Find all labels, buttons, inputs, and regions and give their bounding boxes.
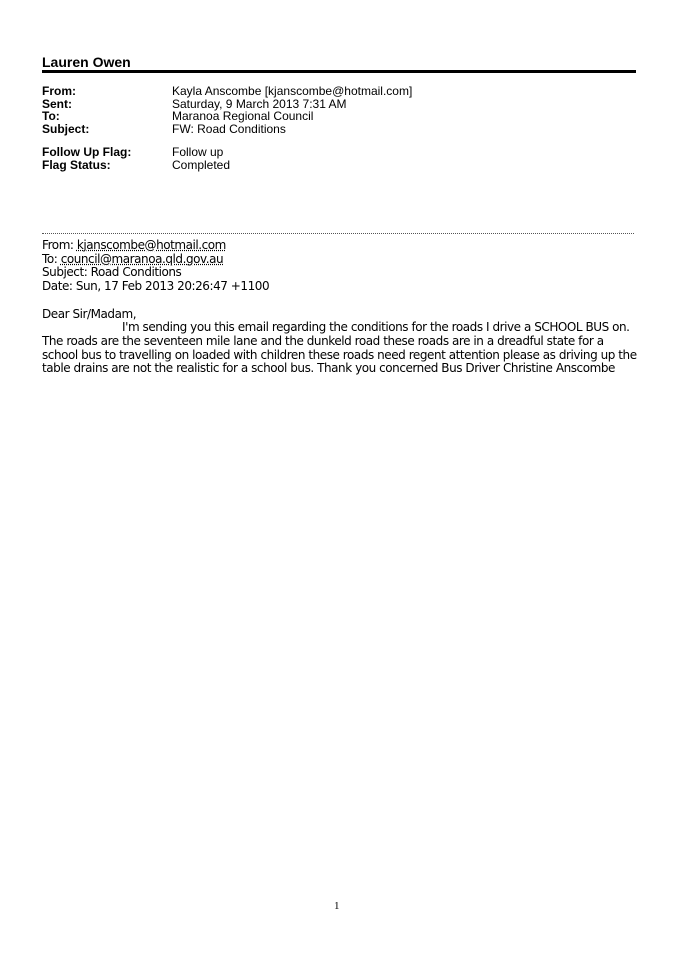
status-label: Flag Status: (42, 157, 111, 172)
to-row (42, 110, 412, 123)
to-value: Maranoa Regional Council (172, 109, 314, 123)
from-row (42, 85, 412, 98)
orig-date: Date: Sun, 17 Feb 2013 20:26:47 +1100 (42, 279, 270, 294)
orig-to (42, 253, 637, 267)
orig-subject: Subject: Road Conditions (42, 265, 182, 280)
message-body-text: I'm sending you this email regarding the conditions for the roads I drive a SCHOOL BUS on. The roads are the seventeen mile lane and the dunkeld road these roads are in a dreadful state for a school bus to travelling on loaded with children these roads need regent attention please as driving up the table drains are not the realistic for a school bus. Thank you concerned Bus Driver Christine Anscombe (42, 320, 637, 376)
sent-label: Sent: (42, 96, 72, 111)
status-value: Completed (172, 157, 231, 172)
from-value: Kayla Anscombe [kjanscombe@hotmail.com] (172, 84, 413, 98)
subject-value: FW: Road Conditions (172, 121, 286, 136)
subject-label: Subject: (42, 121, 90, 136)
header-rule (42, 70, 636, 73)
subject-row (42, 123, 412, 136)
mailbox-owner-name: Lauren Owen (42, 54, 131, 70)
to-label: To: (42, 109, 60, 123)
flag-info (42, 146, 230, 171)
orig-to-email[interactable]: council@maranoa.qld.gov.au (60, 251, 224, 266)
page-number: 1 (334, 900, 340, 912)
separator (42, 233, 634, 234)
flag-row (42, 146, 230, 159)
message-body (42, 321, 637, 376)
greeting: Dear Sir/Madam, (42, 306, 137, 321)
email-header (42, 85, 412, 135)
orig-from (42, 239, 637, 253)
sent-value: Saturday, 9 March 2013 7:31 AM (172, 96, 347, 111)
status-row (42, 159, 230, 172)
flag-value: Follow up (172, 145, 224, 159)
flag-label: Follow Up Flag: (42, 145, 132, 159)
from-label: From: (42, 84, 76, 98)
orig-to-label: To: (42, 251, 61, 266)
orig-from-email[interactable]: kjanscombe@hotmail.com (76, 238, 226, 252)
original-message (42, 239, 637, 376)
orig-from-label: From: (42, 238, 77, 252)
